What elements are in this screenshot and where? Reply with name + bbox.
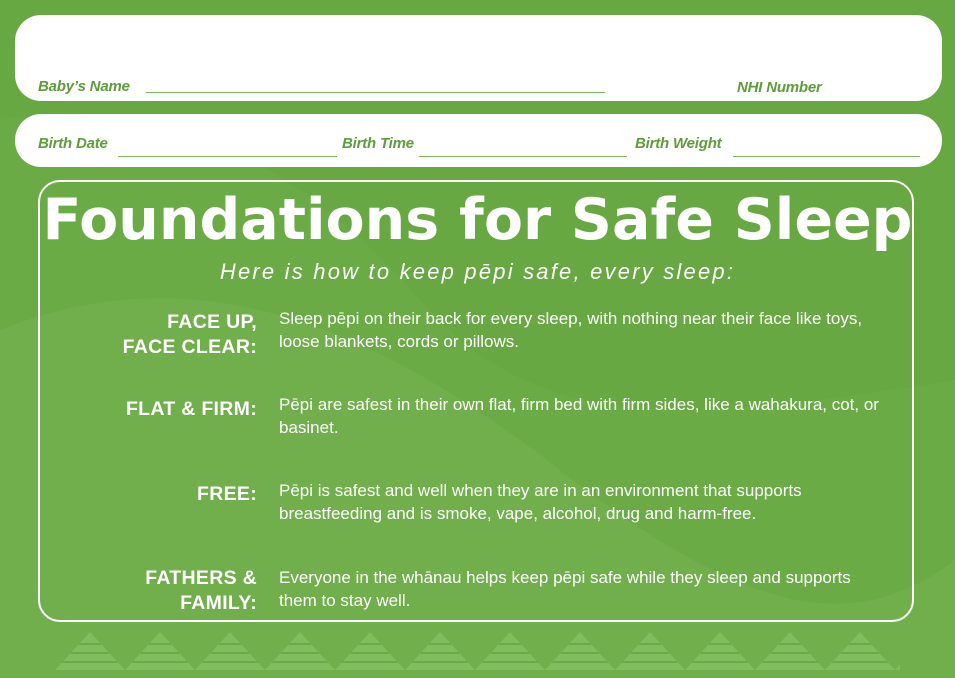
rule-text-fathers-family: Everyone in the whānau helps keep pēpi safe while they sleep and supports them to stay well. [279, 568, 851, 610]
rule-label-line: FACE UP, [167, 311, 257, 333]
pattern-triangle [895, 632, 900, 670]
birth-weight-field[interactable] [733, 156, 920, 157]
pattern-triangle [265, 632, 335, 670]
pattern-triangle [335, 632, 405, 670]
baby-name-field[interactable] [146, 92, 605, 93]
pattern-triangle [545, 632, 615, 670]
rule-label-fathers-family [77, 566, 257, 616]
rule-label-free [77, 482, 257, 507]
birth-time-field[interactable] [419, 156, 627, 157]
birth-time-label: Birth Time [342, 135, 414, 152]
birth-weight-label: Birth Weight [635, 135, 722, 152]
pattern-triangle [825, 632, 895, 670]
rule-text-free: Pēpi is safest and well when they are in an environment that supports breastfeeding and is smoke, vape, alcohol, drug and harm-free. [279, 481, 802, 523]
rule-label-face-up [77, 310, 257, 360]
rule-label-flat-firm [77, 397, 257, 422]
pattern-triangle [55, 632, 125, 670]
pattern-triangle [475, 632, 545, 670]
pattern-triangle [125, 632, 195, 670]
page-title: Foundations for Safe Sleep [42, 187, 913, 253]
rule-label-line: FREE: [197, 483, 257, 505]
rule-text-face-up: Sleep pēpi on their back for every sleep, with nothing near their face like toys, loose blankets, cords or pillows. [279, 309, 863, 351]
birth-date-field[interactable] [118, 156, 337, 157]
birth-date-label: Birth Date [38, 135, 108, 152]
rule-label-line: FLAT & FIRM: [125, 398, 257, 420]
rule-label-line: FAMILY: [180, 592, 257, 614]
page-subtitle: Here is how to keep pēpi safe, every sleep: [219, 259, 736, 284]
pattern-triangle [195, 632, 265, 670]
pattern-triangle [685, 632, 755, 670]
pattern-triangle [405, 632, 475, 670]
pattern-triangle [755, 632, 825, 670]
rule-label-line: FACE CLEAR: [122, 336, 257, 358]
pattern-triangle [615, 632, 685, 670]
triangle-pattern-decoration [55, 630, 900, 670]
nhi-number-label: NHI Number [737, 79, 822, 96]
birth-details-card [15, 114, 942, 167]
rule-text-flat-firm: Pēpi are safest in their own flat, firm bed with firm sides, like a wahakura, cot, or basinet. [279, 395, 879, 437]
rule-label-line: FATHERS & [145, 567, 257, 589]
baby-name-label: Baby’s Name [38, 78, 130, 95]
